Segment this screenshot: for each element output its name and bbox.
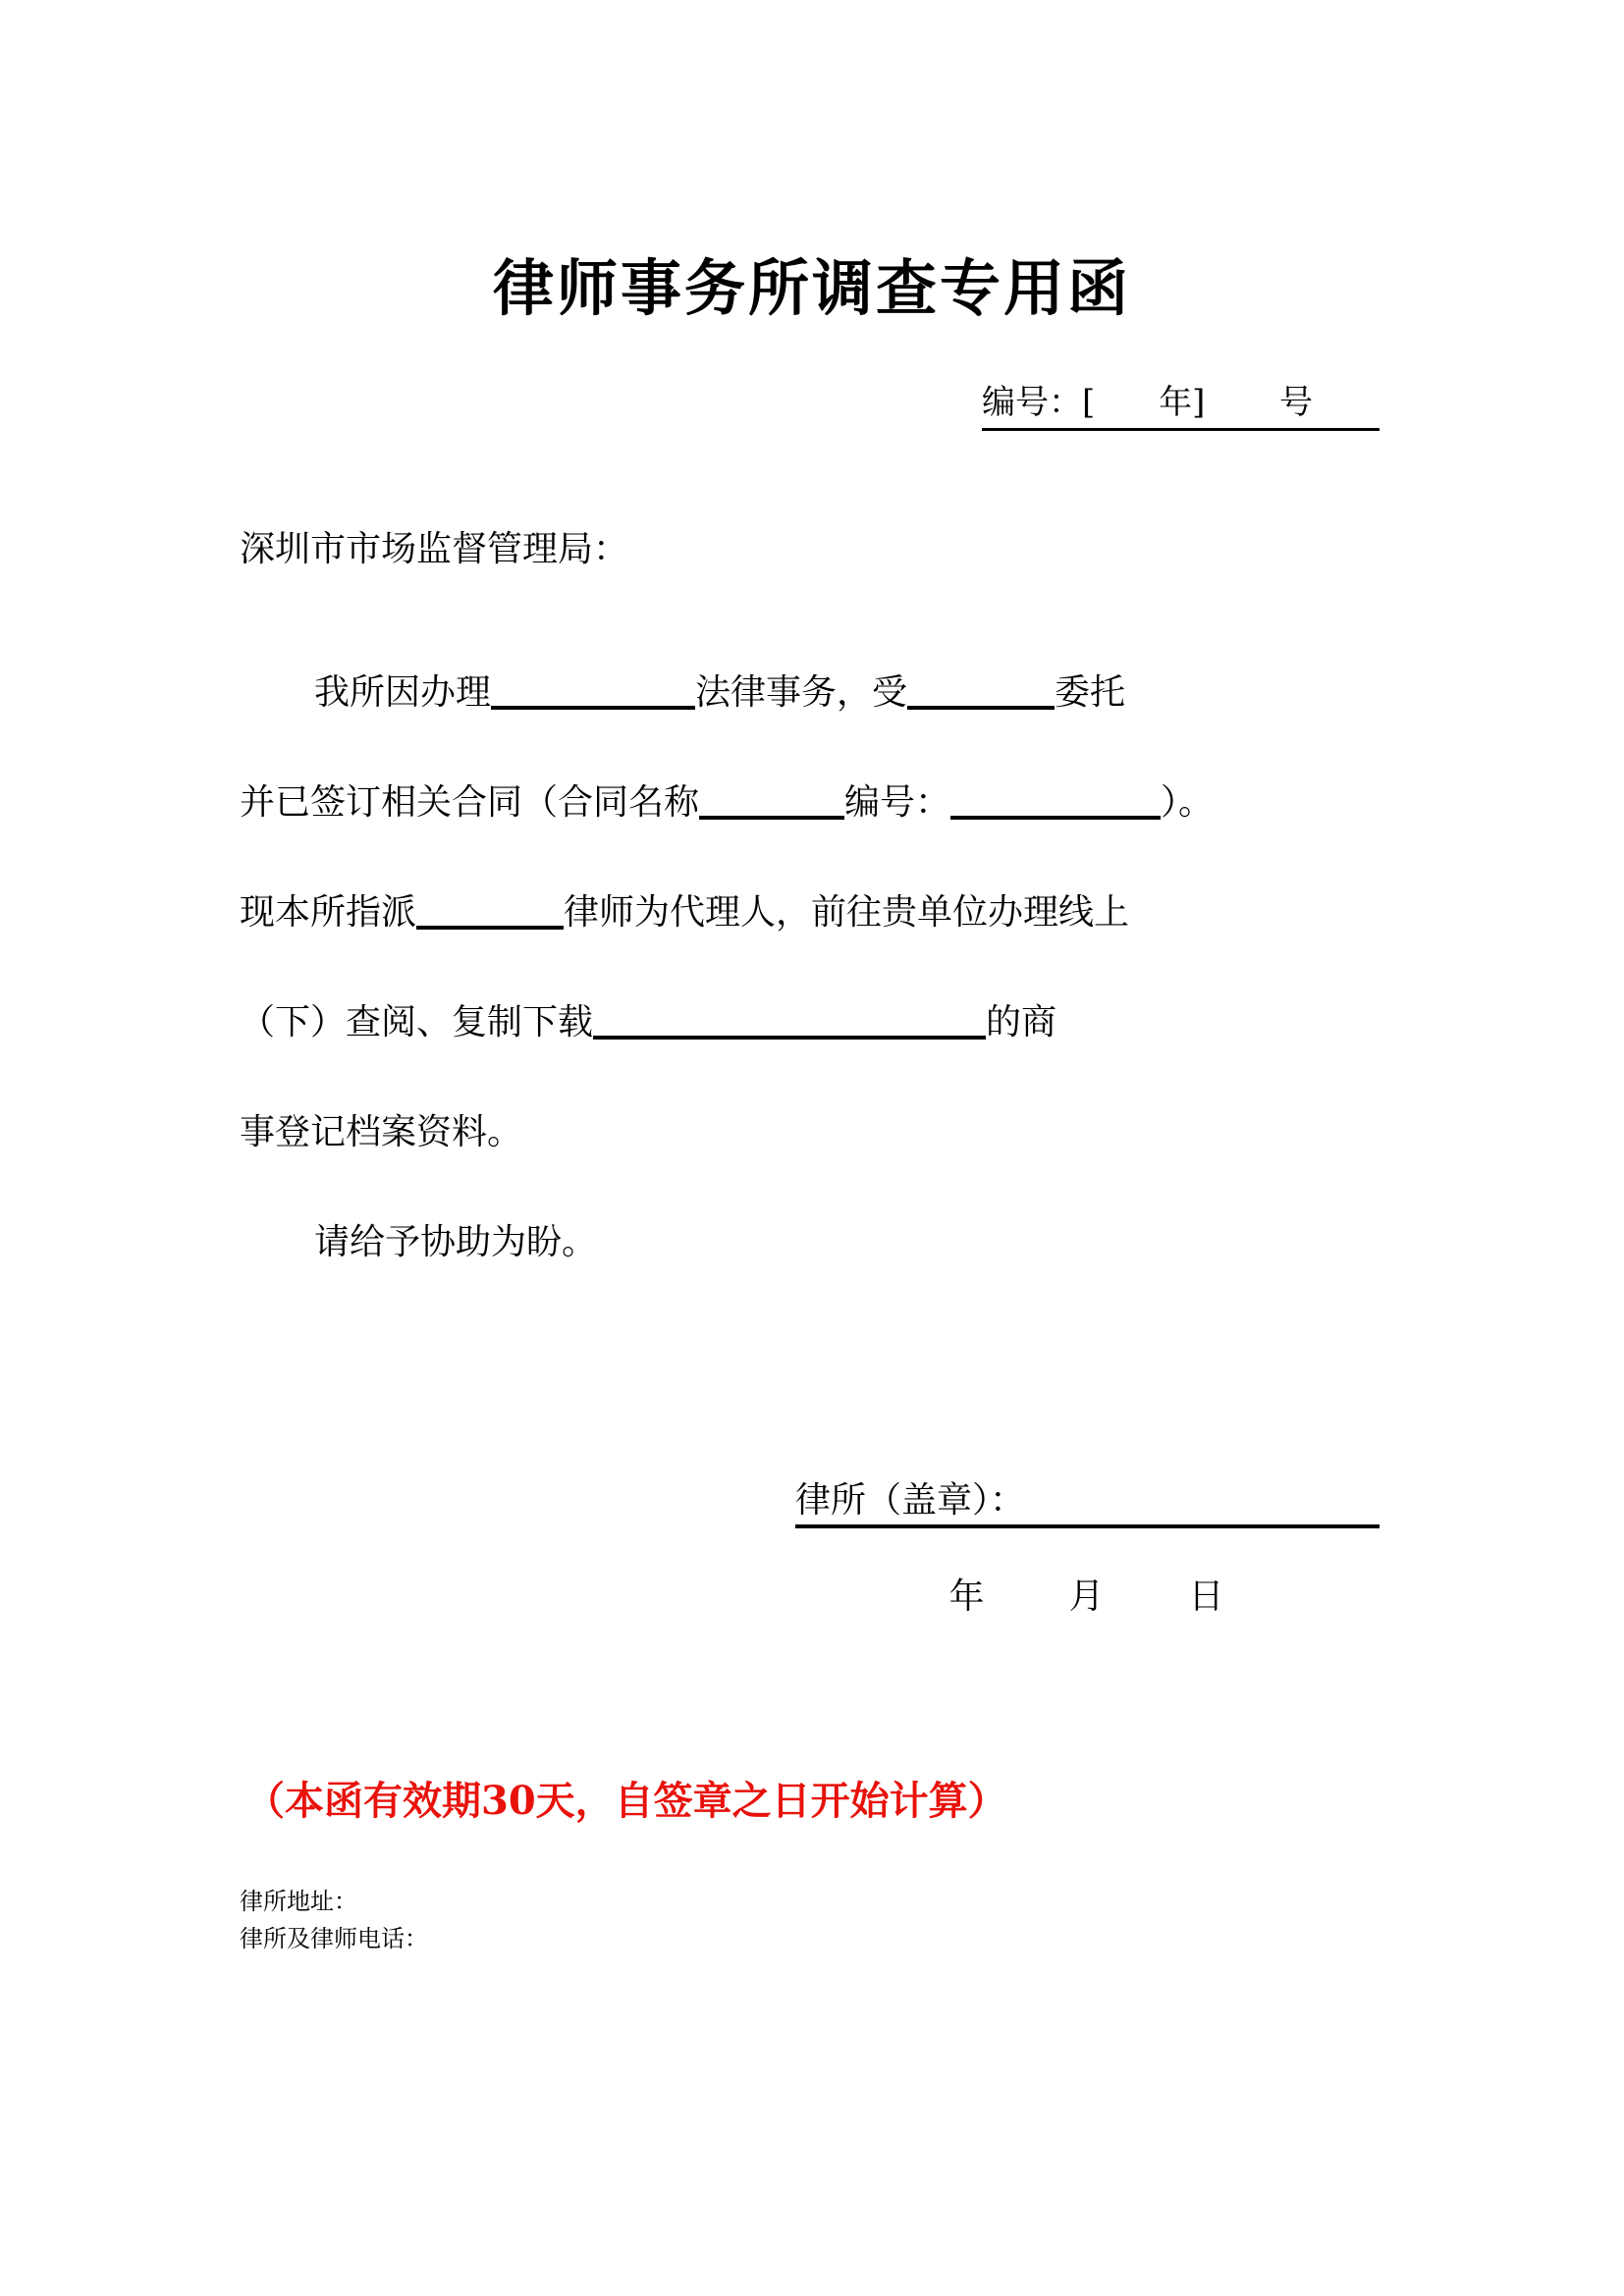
footer-phone-label: 律所及律师电话： xyxy=(240,1925,428,1952)
footer-contact-info xyxy=(240,1883,428,1957)
body-line-6-text: 请给予协助为盼。 xyxy=(314,1222,598,1262)
contract-number-blank[interactable] xyxy=(950,782,1161,820)
serial-number-line: 编号：[ 年] 号 xyxy=(982,381,1380,431)
recipient-line: 深圳市市场监督管理局： xyxy=(240,529,629,569)
law-firm-seal-line[interactable]: 律所（盖章）： xyxy=(795,1472,1380,1528)
contract-name-blank[interactable] xyxy=(699,782,844,820)
date-year-label: 年 xyxy=(948,1576,987,1617)
body-line-4-part-1: （下）查阅、复制下载 xyxy=(240,1002,594,1042)
body-line-4 xyxy=(240,968,1398,1078)
body-line-6 xyxy=(240,1188,1398,1298)
validity-notice: （本函有效期30天，自签章之日开始计算） xyxy=(245,1778,1007,1824)
client-name-blank[interactable] xyxy=(907,672,1055,710)
body-line-3-part-2: 律师为代理人，前往贵单位办理线上 xyxy=(564,892,1130,933)
company-name-blank[interactable] xyxy=(593,1002,986,1040)
body-line-4-part-2: 的商 xyxy=(986,1002,1057,1042)
page-title: 律师事务所调查专用函 xyxy=(492,252,1131,324)
body-line-3-part-1: 现本所指派 xyxy=(240,892,417,933)
lawyer-name-blank[interactable] xyxy=(416,892,564,930)
footer-address-label: 律所地址： xyxy=(240,1888,357,1915)
date-line xyxy=(795,1569,1380,1619)
body-line-1 xyxy=(240,638,1398,748)
body-line-2-part-1: 并已签订相关合同（合同名称 xyxy=(240,782,700,823)
body-line-2-part-2: 编号： xyxy=(844,782,951,823)
body-line-5: 事登记档案资料。 xyxy=(240,1112,523,1152)
body-line-2 xyxy=(240,748,1398,858)
body-text xyxy=(240,638,1398,1298)
matter-name-blank[interactable] xyxy=(491,672,695,710)
body-line-2-part-3: ）。 xyxy=(1161,782,1215,823)
date-day-label: 日 xyxy=(1188,1576,1226,1617)
date-month-label: 月 xyxy=(1068,1576,1107,1617)
body-line-1-part-1: 我所因办理 xyxy=(314,672,492,713)
body-line-1-part-3: 委托 xyxy=(1055,672,1126,713)
body-line-3 xyxy=(240,858,1398,968)
body-line-1-part-2: 法律事务，受 xyxy=(695,672,908,713)
